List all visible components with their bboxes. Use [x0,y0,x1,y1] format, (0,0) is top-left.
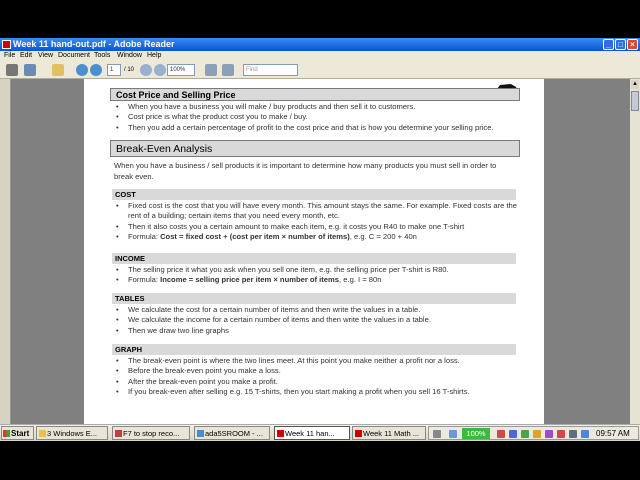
tray-app-icon[interactable] [497,430,505,438]
next-page-icon[interactable] [90,64,102,76]
zoom-select[interactable]: 100% [167,64,195,76]
previous-page-icon[interactable] [76,64,88,76]
taskbar-item-windows-explorer[interactable] [36,426,108,440]
taskbar-item-week11-math[interactable] [352,426,426,440]
menu-edit[interactable]: Edit [20,52,33,59]
page-number-input[interactable]: 1 [107,64,121,76]
document-viewport[interactable] [0,79,640,424]
tray-app-icon[interactable] [545,430,553,438]
subheading-cost: COST [112,189,516,200]
list-item: • If you break-even after selling e.g. 15 T-shirts, then you start making a profit when you sell 16 T-shirts. [114,387,524,397]
list-item: • We calculate the cost for a certain number of items and then write the values in a table. [114,305,524,315]
list-item: • We calculate the income for a certain number of items and then write the values in a table. [114,315,524,325]
task-label: F7 to stop reco... [123,429,180,438]
formula-label: Formula: [128,232,161,242]
minimize-button[interactable]: _ [603,39,614,50]
subheading-tables: TABLES [112,293,516,304]
network-icon[interactable] [449,430,457,438]
formula-example: , e.g. C = 200 + 40n [349,232,417,242]
close-button[interactable]: × [627,39,638,50]
menu-document[interactable]: Document [58,52,90,59]
taskbar-item-classroom[interactable] [194,426,270,440]
tray-app-icon[interactable] [509,430,517,438]
taskbar [0,424,640,441]
task-label: 3 Windows E... [47,429,98,438]
formula-label: Formula: [128,275,161,285]
list-item: • The break-even point is where the two lines meet. At this point you make neither a profit nor a loss. [114,356,524,366]
menu-view[interactable]: View [38,52,54,59]
subheading-income: INCOME [112,253,516,264]
tables-list [114,305,524,336]
task-label: ada5SROOM - ... [205,429,263,438]
section-heading-cost-price: Cost Price and Selling Price [110,88,520,101]
list-item: • Fixed cost is the cost that you will have every month. This amount stays the same. For example. Fixed costs are the rent of a building; certain items that you need every month, etc. [114,201,524,222]
subheading-graph: GRAPH [112,344,516,355]
tray-app-icon[interactable] [581,430,589,438]
toolbar [0,61,640,79]
navigation-pane[interactable] [0,79,11,424]
income-list [114,265,524,286]
page-total: / 10 [124,67,135,73]
list-item: • The selling price it what you ask when you sell one item, e.g. the selling price per T-shirt is R80. [114,265,524,275]
list-item: • After the break-even point you make a profit. [114,377,524,387]
list-item: • Then we draw two line graphs [114,326,524,336]
pdf-icon [355,430,362,437]
menu-file[interactable]: File [4,52,16,59]
formula-text: Cost = fixed cost + (cost per item × number of items) [160,232,350,242]
menu-window[interactable]: Window [117,52,142,59]
formula-example: , e.g. I = 80n [339,275,382,285]
find-input[interactable]: Find [243,64,298,76]
vertical-scrollbar[interactable] [630,79,640,424]
window-title: Week 11 hand-out.pdf - Adobe Reader [13,39,175,49]
menu-bar [0,51,640,61]
list-item: • When you have a business you will make / buy products and then sell it to customers. [114,102,524,112]
system-tray [428,426,639,440]
list-item: • Before the break-even point you make a loss. [114,366,524,376]
taskbar-item-week11-handout[interactable] [274,426,350,440]
pdf-icon [277,430,284,437]
tray-zoom-badge[interactable]: 100% [462,428,490,439]
taskbar-item-recorder[interactable] [112,426,190,440]
recorder-icon [115,430,122,437]
graph-list [114,356,524,398]
zoom-out-icon[interactable] [140,64,152,76]
fit-width-icon[interactable] [222,64,234,76]
hand-tool-icon[interactable] [52,64,64,76]
formula-cost [114,232,524,242]
print-icon[interactable] [6,64,18,76]
app-icon [197,430,204,437]
formula-income [114,275,524,285]
tray-app-icon[interactable] [521,430,529,438]
cost-list [114,201,524,243]
help-icon[interactable] [433,430,441,438]
tray-app-icon[interactable] [557,430,565,438]
scroll-up-arrow-icon[interactable]: ▲ [632,81,638,87]
clock[interactable]: 09:57 AM [596,429,630,438]
email-icon[interactable] [24,64,36,76]
task-label: Week 11 Math ... [363,429,419,438]
list-item: • Cost price is what the product cost you to make / buy. [114,112,524,122]
scroll-thumb[interactable] [631,91,639,111]
zoom-in-icon[interactable] [154,64,166,76]
section-heading-break-even: Break-Even Analysis [110,140,520,157]
menu-tools[interactable]: Tools [94,52,111,59]
windows-logo-icon [3,430,10,437]
formula-text: Income = selling price per item × number of items [160,275,340,285]
fit-page-icon[interactable] [205,64,217,76]
adobe-reader-icon [2,40,11,49]
folder-icon [39,430,46,437]
start-button[interactable] [1,426,34,440]
pdf-page [84,79,544,424]
menu-help[interactable]: Help [147,52,162,59]
break-even-intro: When you have a business / sell products it is important to determine how many products you must sell in order to break even. [114,161,497,181]
screen [0,38,640,441]
title-bar[interactable] [0,38,640,51]
maximize-button[interactable]: □ [615,39,626,50]
list-item: • Then it also costs you a certain amount to make each item, e.g. it costs you R40 to make one T-shirt [114,222,524,232]
tray-app-icon[interactable] [533,430,541,438]
list-item: • Then you add a certain percentage of profit to the cost price and that is how you determine your selling price. [114,123,524,133]
cost-price-list [114,102,524,133]
task-label: Week 11 han... [285,429,335,438]
volume-icon[interactable] [569,430,577,438]
start-label: Start [11,429,30,438]
